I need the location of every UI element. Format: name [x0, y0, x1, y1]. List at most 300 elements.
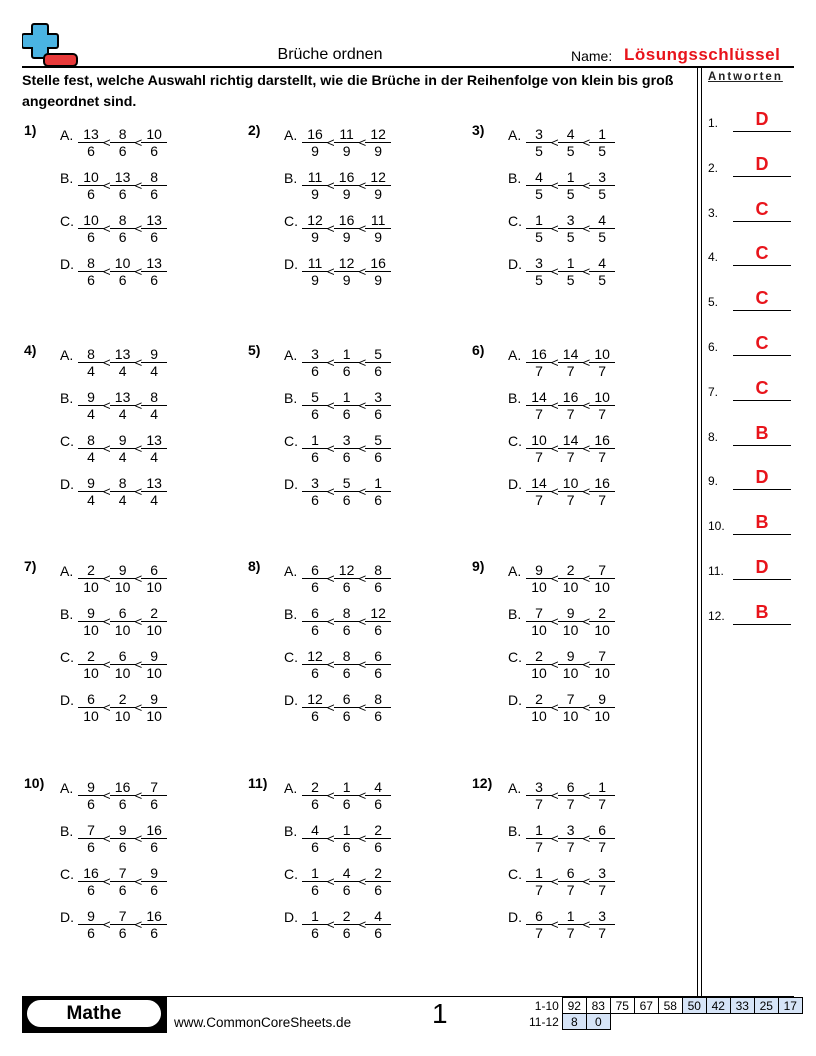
option-letter: B.	[284, 823, 298, 839]
fraction	[302, 212, 328, 245]
numerator: 6	[110, 605, 136, 622]
instructions: Stelle fest, welche Auswahl richtig darstellt, wie die Brüche in der Reihenfolge von klein bis groß angeordnet sind.	[22, 73, 674, 110]
fraction	[334, 432, 360, 465]
numerator: 9	[558, 648, 584, 665]
denominator: 10	[562, 621, 579, 638]
denominator: 6	[342, 838, 351, 855]
fraction	[334, 691, 360, 724]
answer-row	[708, 155, 794, 177]
numerator: 16	[78, 865, 104, 882]
answer-option	[508, 471, 615, 511]
denominator: 5	[598, 228, 607, 245]
option-letter: A.	[508, 127, 522, 143]
answer-option	[284, 471, 391, 511]
option-letter: C.	[60, 433, 74, 449]
numerator: 16	[589, 432, 615, 449]
answer-option	[508, 428, 615, 468]
less-than-sign: <	[582, 874, 591, 889]
numerator: 9	[558, 605, 584, 622]
less-than-sign: <	[134, 614, 143, 629]
denominator: 10	[562, 707, 579, 724]
denominator: 6	[87, 185, 95, 202]
problem	[248, 122, 458, 297]
denominator: 6	[374, 491, 383, 508]
less-than-sign: <	[134, 135, 143, 150]
numerator: 13	[110, 346, 136, 363]
denominator: 6	[342, 924, 351, 941]
less-than-sign: <	[327, 264, 335, 279]
denominator: 6	[342, 448, 351, 465]
answer-number: 2.	[708, 160, 719, 175]
answer-value: C	[755, 333, 769, 353]
fraction	[302, 691, 328, 724]
numerator: 10	[558, 475, 584, 492]
numerator: 7	[110, 908, 136, 925]
numerator: 9	[78, 475, 104, 492]
fraction	[558, 908, 584, 941]
denominator: 5	[566, 271, 575, 288]
less-than-sign: <	[582, 355, 591, 370]
fraction	[334, 212, 360, 245]
fraction	[589, 691, 615, 724]
numerator: 10	[78, 212, 104, 229]
numerator: 6	[141, 562, 167, 579]
denominator: 10	[114, 707, 131, 724]
numerator: 16	[526, 346, 552, 363]
numerator: 14	[558, 432, 584, 449]
fraction	[589, 126, 615, 159]
answers-heading: Antworten	[708, 71, 783, 83]
answer-column-divider	[697, 66, 698, 996]
denominator: 6	[374, 664, 383, 681]
fraction	[558, 562, 584, 595]
denominator: 4	[150, 405, 159, 422]
answer-blank-line	[733, 265, 791, 266]
less-than-sign: <	[551, 355, 559, 370]
numerator: 5	[365, 346, 391, 363]
denominator: 6	[374, 448, 383, 465]
answer-option	[508, 775, 615, 815]
numerator: 1	[526, 865, 552, 882]
answer-row	[708, 558, 794, 580]
fraction	[78, 346, 104, 379]
numerator: 13	[141, 432, 167, 449]
option-letter: C.	[284, 649, 298, 665]
fraction	[78, 822, 104, 855]
denominator: 5	[535, 271, 543, 288]
answer-option	[284, 251, 391, 291]
less-than-sign: <	[327, 221, 335, 236]
score-table	[526, 997, 803, 1030]
denominator: 7	[566, 491, 575, 508]
answer-value: C	[755, 243, 769, 264]
numerator: 7	[589, 562, 615, 579]
less-than-sign: <	[358, 264, 367, 279]
answer-option	[60, 861, 167, 901]
denominator: 6	[87, 795, 95, 812]
fraction	[365, 865, 391, 898]
answer-row	[708, 468, 794, 490]
fraction	[78, 126, 104, 159]
denominator: 6	[87, 271, 95, 288]
numerator: 16	[302, 126, 328, 143]
numerator: 4	[334, 865, 360, 882]
numerator: 1	[302, 432, 328, 449]
numerator: 10	[78, 169, 104, 186]
answer-option	[284, 904, 391, 944]
fraction	[334, 648, 360, 681]
less-than-sign: <	[134, 178, 143, 193]
option-letter: D.	[284, 476, 298, 492]
less-than-sign: <	[358, 571, 367, 586]
answer-option	[508, 342, 615, 382]
numerator: 2	[141, 605, 167, 622]
numerator: 10	[141, 126, 167, 143]
fraction	[141, 822, 167, 855]
fraction	[110, 605, 136, 638]
less-than-sign: <	[103, 788, 111, 803]
less-than-sign: <	[358, 831, 367, 846]
less-than-sign: <	[551, 484, 559, 499]
numerator: 1	[558, 908, 584, 925]
fraction	[558, 432, 584, 465]
denominator: 6	[374, 707, 383, 724]
denominator: 9	[342, 185, 351, 202]
numerator: 9	[110, 822, 136, 839]
name-value: Lösungsschlüssel	[624, 45, 781, 64]
problem-number: 5)	[248, 342, 261, 358]
less-than-sign: <	[103, 700, 111, 715]
fraction	[78, 605, 104, 638]
less-than-sign: <	[103, 874, 111, 889]
score-cell: 92	[562, 998, 586, 1014]
option-letter: B.	[508, 390, 522, 406]
less-than-sign: <	[582, 221, 591, 236]
fraction	[334, 169, 360, 202]
less-than-sign: <	[551, 614, 559, 629]
denominator: 7	[598, 405, 607, 422]
fraction	[526, 779, 552, 812]
less-than-sign: <	[327, 571, 335, 586]
fraction	[526, 648, 552, 681]
less-than-sign: <	[327, 874, 335, 889]
fraction	[365, 432, 391, 465]
denominator: 4	[118, 448, 127, 465]
header-divider	[22, 66, 794, 68]
numerator: 16	[365, 255, 391, 272]
numerator: 1	[558, 255, 584, 272]
score-row	[526, 998, 802, 1014]
numerator: 3	[526, 779, 552, 796]
numerator: 11	[302, 169, 328, 186]
less-than-sign: <	[358, 484, 367, 499]
option-letter: C.	[60, 866, 74, 882]
denominator: 5	[598, 185, 607, 202]
option-letter: C.	[284, 433, 298, 449]
denominator: 6	[311, 881, 319, 898]
denominator: 4	[150, 491, 159, 508]
less-than-sign: <	[134, 874, 143, 889]
fraction	[141, 562, 167, 595]
denominator: 10	[83, 707, 99, 724]
answer-option	[284, 687, 391, 727]
option-letter: D.	[60, 476, 74, 492]
less-than-sign: <	[103, 355, 111, 370]
denominator: 6	[374, 362, 383, 379]
fraction	[141, 169, 167, 202]
denominator: 6	[87, 924, 95, 941]
fraction	[558, 865, 584, 898]
answer-row	[708, 244, 794, 266]
fraction	[141, 212, 167, 245]
less-than-sign: <	[327, 614, 335, 629]
answer-value: D	[755, 153, 769, 174]
option-letter: B.	[284, 606, 298, 622]
denominator: 9	[374, 185, 383, 202]
fraction	[558, 169, 584, 202]
denominator: 10	[146, 664, 162, 681]
numerator: 4	[526, 169, 552, 186]
fraction	[110, 389, 136, 422]
answer-number: 5.	[708, 295, 719, 310]
answer-option	[60, 251, 167, 291]
fraction	[334, 822, 360, 855]
answer-option	[60, 122, 167, 162]
denominator: 4	[150, 362, 159, 379]
less-than-sign: <	[582, 831, 591, 846]
less-than-sign: <	[134, 700, 143, 715]
denominator: 6	[311, 405, 319, 422]
denominator: 6	[311, 621, 319, 638]
option-letter: D.	[60, 909, 74, 925]
numerator: 16	[141, 908, 167, 925]
answer-option	[508, 165, 615, 205]
score-cell: 17	[778, 998, 802, 1014]
denominator: 5	[598, 271, 607, 288]
problem-number: 1)	[24, 122, 37, 138]
fraction	[302, 475, 328, 508]
score-cell: 58	[658, 998, 682, 1014]
answer-blank-line	[733, 176, 791, 177]
answer-option	[508, 904, 615, 944]
less-than-sign: <	[551, 874, 559, 889]
fraction	[526, 908, 552, 941]
numerator: 8	[110, 475, 136, 492]
denominator: 6	[342, 664, 351, 681]
numerator: 2	[302, 779, 328, 796]
score-cell: 33	[730, 998, 754, 1014]
option-letter: A.	[508, 780, 522, 796]
less-than-sign: <	[582, 788, 591, 803]
denominator: 7	[535, 795, 543, 812]
option-letter: B.	[508, 606, 522, 622]
denominator: 7	[598, 795, 607, 812]
problem	[472, 342, 682, 517]
answer-value: B	[755, 512, 769, 533]
answer-number: 4.	[708, 250, 719, 265]
numerator: 8	[141, 169, 167, 186]
denominator: 10	[562, 664, 579, 681]
fraction	[141, 908, 167, 941]
answer-number: 3.	[708, 205, 719, 220]
fraction	[558, 255, 584, 288]
denominator: 6	[118, 881, 127, 898]
fraction	[589, 255, 615, 288]
fraction	[110, 779, 136, 812]
numerator: 1	[334, 346, 360, 363]
less-than-sign: <	[327, 135, 335, 150]
answer-option	[60, 471, 167, 511]
fraction	[526, 126, 552, 159]
answer-blank-line	[733, 400, 791, 401]
denominator: 6	[374, 924, 383, 941]
option-letter: D.	[284, 692, 298, 708]
option-letter: B.	[284, 170, 298, 186]
denominator: 6	[311, 491, 319, 508]
less-than-sign: <	[327, 917, 335, 932]
fraction	[110, 212, 136, 245]
less-than-sign: <	[103, 571, 111, 586]
answer-option	[60, 342, 167, 382]
denominator: 6	[118, 924, 127, 941]
denominator: 6	[150, 795, 159, 812]
less-than-sign: <	[582, 484, 591, 499]
answer-number: 8.	[708, 429, 719, 444]
less-than-sign: <	[358, 221, 367, 236]
option-letter: B.	[60, 170, 74, 186]
option-letter: C.	[508, 433, 522, 449]
denominator: 7	[535, 924, 543, 941]
answer-row	[708, 334, 794, 356]
fraction	[141, 389, 167, 422]
numerator: 13	[141, 475, 167, 492]
option-letter: D.	[60, 256, 74, 272]
denominator: 10	[146, 707, 162, 724]
numerator: 12	[302, 691, 328, 708]
numerator: 1	[334, 822, 360, 839]
site-url[interactable]: www.CommonCoreSheets.de	[174, 1015, 352, 1030]
fraction	[558, 648, 584, 681]
fraction	[589, 346, 615, 379]
numerator: 10	[110, 255, 136, 272]
less-than-sign: <	[551, 221, 559, 236]
fraction	[302, 432, 328, 465]
less-than-sign: <	[103, 831, 111, 846]
denominator: 6	[342, 578, 351, 595]
answer-option	[508, 687, 615, 727]
score-cell: 25	[754, 998, 778, 1014]
answer-option	[508, 818, 615, 858]
fraction	[78, 691, 104, 724]
numerator: 5	[334, 475, 360, 492]
less-than-sign: <	[327, 831, 335, 846]
fraction	[110, 255, 136, 288]
fraction	[365, 691, 391, 724]
denominator: 7	[566, 924, 575, 941]
score-row	[526, 1014, 802, 1030]
numerator: 13	[78, 126, 104, 143]
denominator: 10	[146, 621, 162, 638]
denominator: 7	[535, 838, 543, 855]
denominator: 6	[342, 621, 351, 638]
answer-number: 11.	[708, 564, 724, 578]
option-letter: D.	[508, 692, 522, 708]
denominator: 10	[594, 664, 610, 681]
denominator: 10	[531, 621, 547, 638]
denominator: 10	[114, 578, 131, 595]
denominator: 7	[535, 491, 543, 508]
less-than-sign: <	[327, 398, 335, 413]
numerator: 9	[78, 389, 104, 406]
less-than-sign: <	[327, 441, 335, 456]
answer-blank-line	[733, 489, 791, 490]
option-letter: D.	[508, 256, 522, 272]
answer-option	[60, 775, 167, 815]
denominator: 6	[342, 405, 351, 422]
option-letter: A.	[60, 347, 74, 363]
problem	[24, 122, 234, 297]
less-than-sign: <	[358, 657, 367, 672]
fraction	[302, 169, 328, 202]
numerator: 9	[78, 779, 104, 796]
denominator: 6	[150, 924, 159, 941]
fraction	[558, 605, 584, 638]
problem	[24, 342, 234, 517]
answer-number: 12.	[708, 608, 725, 623]
answer-option	[508, 122, 615, 162]
denominator: 6	[342, 795, 351, 812]
fraction	[589, 865, 615, 898]
denominator: 6	[342, 491, 351, 508]
fraction	[302, 648, 328, 681]
answer-option	[284, 644, 391, 684]
fraction	[302, 346, 328, 379]
less-than-sign: <	[103, 657, 111, 672]
numerator: 3	[365, 389, 391, 406]
less-than-sign: <	[103, 484, 111, 499]
answer-value: D	[755, 557, 769, 577]
answer-option	[284, 818, 391, 858]
option-letter: A.	[60, 127, 74, 143]
less-than-sign: <	[551, 657, 559, 672]
score-range-label: 11-12	[529, 1014, 559, 1029]
numerator: 8	[365, 691, 391, 708]
fraction	[110, 908, 136, 941]
fraction	[589, 779, 615, 812]
problem-number: 12)	[472, 775, 493, 791]
answer-number: 1.	[708, 116, 719, 130]
numerator: 1	[558, 169, 584, 186]
denominator: 10	[83, 664, 99, 681]
numerator: 3	[302, 475, 328, 492]
denominator: 7	[535, 405, 543, 422]
numerator: 6	[110, 648, 136, 665]
less-than-sign: <	[103, 135, 111, 150]
problem	[248, 775, 458, 950]
numerator: 7	[78, 822, 104, 839]
answer-option	[508, 601, 615, 641]
numerator: 1	[302, 865, 328, 882]
answer-value: B	[755, 422, 769, 443]
denominator: 6	[374, 621, 383, 638]
numerator: 7	[110, 865, 136, 882]
less-than-sign: <	[134, 398, 143, 413]
denominator: 6	[374, 838, 383, 855]
fraction	[110, 169, 136, 202]
denominator: 6	[87, 838, 95, 855]
denominator: 6	[87, 881, 95, 898]
problem	[472, 558, 682, 733]
